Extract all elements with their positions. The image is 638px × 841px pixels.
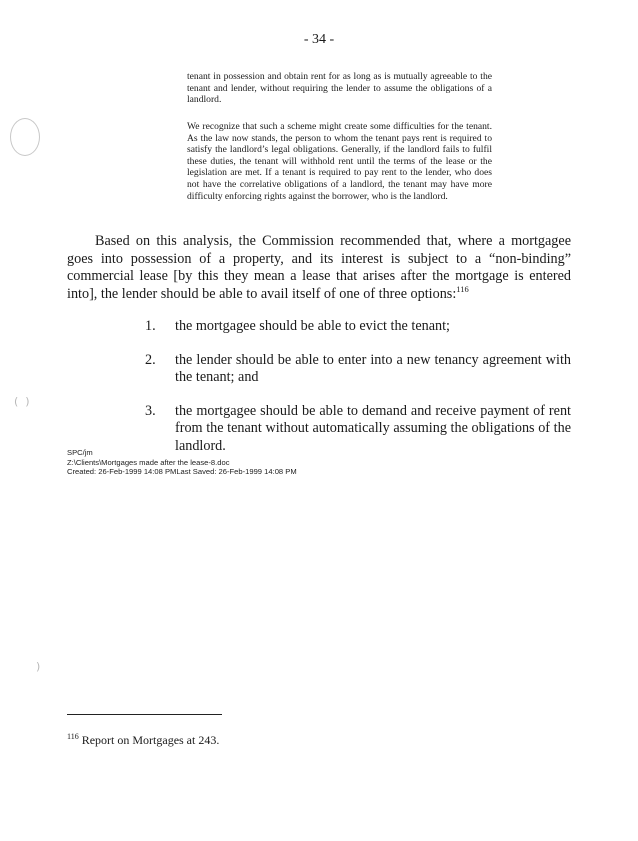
page-number: - 34 - — [303, 32, 335, 47]
footnote — [67, 733, 219, 748]
list-item — [145, 352, 571, 387]
list-item-number: 1. — [145, 318, 156, 334]
block-quote-paragraph-2 — [187, 121, 492, 202]
quote-text: We recognize that such a scheme might create some difficulties for the tenant. As the law now stands, the person to whom the tenant pays rent is required to satisfy the landlord’s legal obligations. Generally, if the landlord fails to fulfil these duties, the tenant will withhold rent until the terms of the lease or the legislation are met. If a tenant is required to pay rent to the lender, who does not have the correlative obligations of a landlord, the tenant may have more difficulty enforcing rights against the borrower, who is the landlord. — [187, 121, 492, 202]
file-dates: Created: 26-Feb-1999 14:08 PMLast Saved: 26-Feb-1999 14:08 PM — [67, 467, 297, 476]
list-item — [145, 318, 571, 336]
list-item-text: the lender should be able to enter into a new tenancy agreement with the tenant; and — [175, 351, 571, 386]
body-paragraph — [67, 233, 571, 303]
file-path: Z:\Clients\Mortgages made after the lease-8.doc — [67, 457, 230, 467]
author-initials: SPC/jm — [67, 448, 93, 457]
punch-hole-mark: ( ) — [14, 395, 30, 408]
document-file-info — [67, 448, 297, 477]
list-item-number: 3. — [145, 402, 156, 419]
footnote-text: Report on Mortgages at 243. — [81, 733, 220, 747]
list-item-text: the mortgagee should be able to demand and receive payment of rent from the tenant without automatically assuming the obligations of the landlord. — [175, 402, 571, 454]
list-item-number: 2. — [145, 351, 156, 368]
footnote-divider — [67, 714, 222, 715]
footnote-reference: 116 — [456, 283, 469, 294]
quote-text: tenant in possession and obtain rent for as long as is mutually agreeable to the tenant and lender, without requiring the lender to assume the obligations of a landlord. — [187, 71, 492, 106]
footnote-number: 116 — [67, 732, 79, 741]
block-quote-paragraph-1 — [187, 71, 492, 106]
list-item-text: the mortgagee should be able to evict the tenant; — [175, 318, 450, 334]
punch-hole-mark — [10, 118, 40, 156]
punch-hole-mark: ) — [36, 660, 41, 673]
body-text: Based on this analysis, the Commission recommended that, where a mortgagee goes into possession of a property, and its interest is subject to a “non-binding” commercial lease [by this they mean a lease that arises after the mortgage is entered into], the lender should be able to avail itself of one of three options: — [67, 233, 571, 302]
